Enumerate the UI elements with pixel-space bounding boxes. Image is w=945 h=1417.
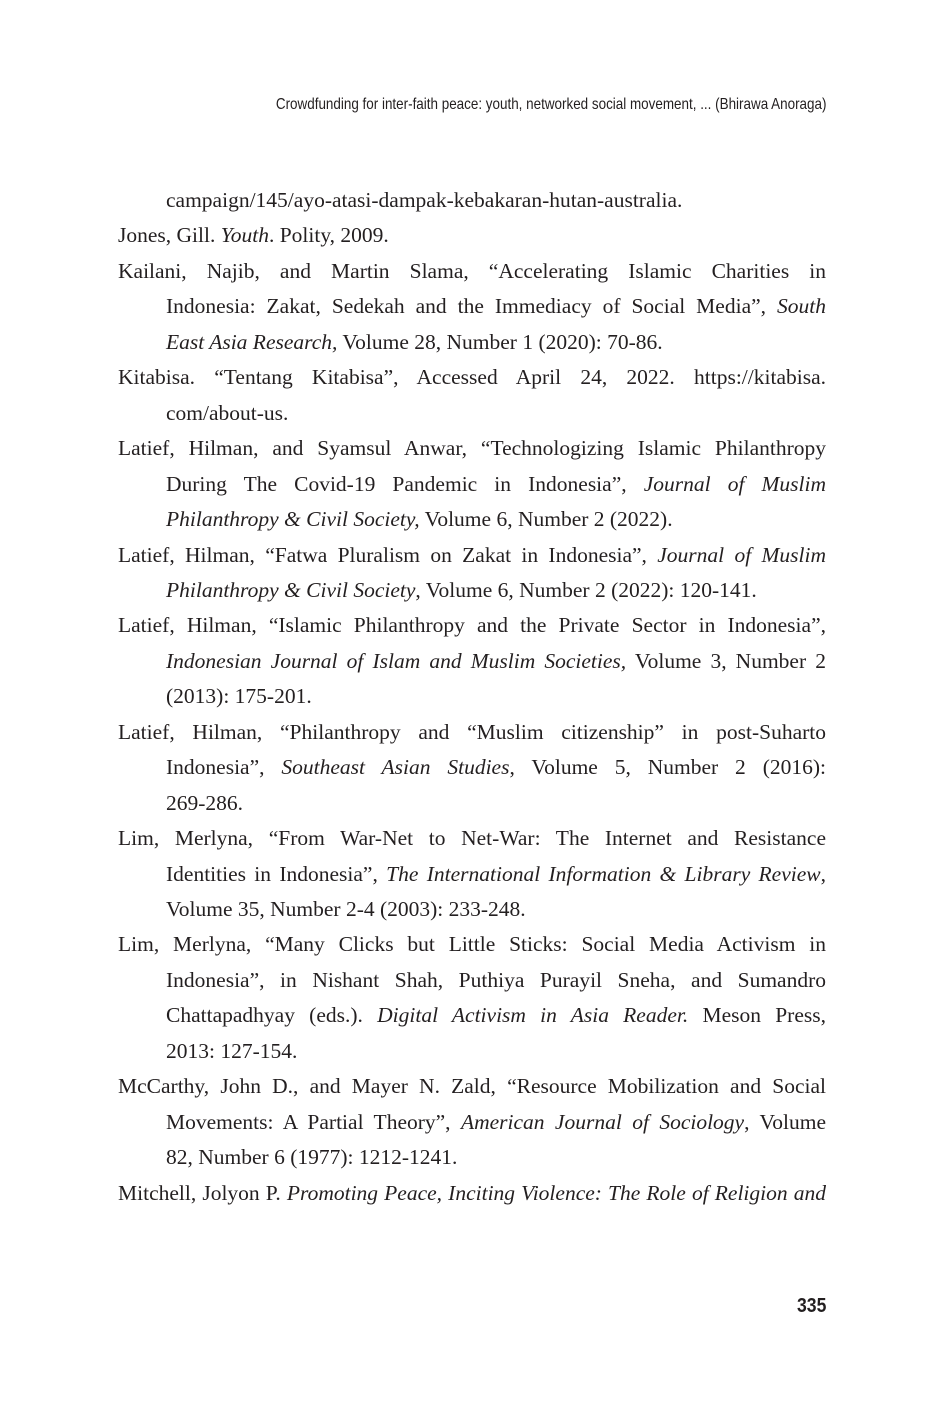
reference-text: Movements: A Partial Theory”, — [166, 1109, 461, 1134]
reference-entry-line — [118, 360, 826, 395]
reference-entry-line — [118, 1069, 826, 1104]
reference-text: Latief, Hilman, and Syamsul Anwar, “Technologizing Islamic Philanthropy — [118, 436, 826, 461]
reference-text: , — [820, 861, 826, 886]
reference-text: 82, Number 6 (1977): 1212-1241. — [166, 1145, 458, 1170]
reference-entry-line — [166, 1034, 826, 1069]
reference-entry-line — [166, 1140, 826, 1175]
running-header: Crowdfunding for inter-faith peace: youth, networked social movement, ... (Bhirawa Anoraga) — [275, 96, 826, 113]
italic-title: Philanthropy & Civil Society — [166, 577, 416, 602]
reference-entry-line — [166, 573, 826, 608]
reference-text: During The Covid-19 Pandemic in Indonesia”, — [166, 471, 644, 496]
reference-text: Volume 28, Number 1 (2020): 70-86. — [337, 329, 663, 354]
italic-title: Philanthropy & Civil Society, — [166, 507, 420, 532]
reference-text: Volume 6, Number 2 (2022). — [419, 507, 673, 532]
reference-entry-line — [166, 963, 826, 998]
italic-title: Indonesian Journal of Islam and Muslim Societies, — [166, 648, 627, 673]
reference-text: McCarthy, John D., and Mayer N. Zald, “Resource Mobilization and Social — [118, 1074, 826, 1099]
reference-entry-line — [118, 608, 826, 643]
reference-entry-line — [166, 502, 826, 537]
reference-entry-line — [118, 431, 826, 466]
reference-text: Indonesia: Zakat, Sedekah and the Immediacy of Social Media”, — [166, 294, 778, 319]
reference-entry-line — [118, 254, 826, 289]
reference-entry-line — [166, 998, 826, 1033]
reference-text: Volume 35, Number 2-4 (2003): 233-248. — [166, 897, 526, 921]
italic-title: Journal of Muslim — [643, 471, 827, 496]
reference-text: , Volume 6, Number 2 (2022): 120-141. — [415, 577, 757, 602]
reference-text: com/about-us. — [166, 400, 289, 425]
reference-entry-line — [166, 467, 826, 502]
italic-title: East Asia Research, — [166, 329, 338, 354]
reference-text: (2013): 175-201. — [166, 684, 312, 709]
reference-entry-line — [118, 1176, 826, 1211]
reference-text: , Volume 5, Number 2 (2016): — [509, 755, 826, 780]
italic-title: Southeast Asian Studies — [281, 755, 510, 780]
reference-text: . Polity, 2009. — [268, 223, 389, 248]
reference-entry-line — [118, 538, 826, 573]
reference-text: campaign/145/ayo-atasi-dampak-kebakaran-hutan-australia. — [166, 188, 683, 212]
reference-entry-line — [166, 892, 826, 927]
reference-text: 269-286. — [166, 790, 244, 815]
reference-text: Indonesia”, — [166, 755, 282, 780]
reference-text: Latief, Hilman, “Islamic Philanthropy and the Private Sector in Indonesia”, — [118, 613, 826, 638]
reference-text: , Volume — [744, 1109, 826, 1134]
reference-text: Kailani, Najib, and Martin Slama, “Accelerating Islamic Charities in — [118, 258, 826, 283]
reference-entry-line — [166, 679, 826, 714]
italic-title: Promoting Peace, Inciting Violence: The Role of Religion and — [286, 1180, 826, 1205]
reference-text: Indonesia”, in Nishant Shah, Puthiya Purayil Sneha, and Sumandro — [166, 967, 826, 992]
reference-entry-line — [166, 1105, 826, 1140]
reference-entry-line — [118, 715, 826, 750]
page-number: 335 — [796, 1295, 826, 1317]
reference-text: Latief, Hilman, “Philanthropy and “Muslim citizenship” in post-Suharto — [118, 719, 826, 744]
reference-entry-line — [166, 786, 826, 821]
reference-entry-line — [118, 927, 826, 962]
reference-entry-line — [118, 821, 826, 856]
reference-text: Volume 3, Number 2 — [626, 648, 826, 673]
reference-text: Lim, Merlyna, “Many Clicks but Little Sticks: Social Media Activism in — [118, 932, 826, 957]
reference-entry-line — [118, 218, 826, 253]
reference-text: 2013: 127-154. — [166, 1038, 298, 1063]
reference-entry-line — [166, 750, 826, 785]
reference-text: Meson Press, — [688, 1003, 826, 1028]
reference-text: Mitchell, Jolyon P. — [118, 1180, 287, 1205]
italic-title: The International Information & Library Review — [386, 861, 821, 886]
reference-text: Kitabisa. “Tentang Kitabisa”, Accessed April 24, 2022. https://kitabisa. — [118, 365, 826, 390]
reference-entry-line — [166, 644, 826, 679]
italic-title: Journal of Muslim — [657, 542, 827, 567]
italic-title: American Journal of Sociology — [460, 1109, 745, 1134]
reference-entry-line — [166, 289, 826, 324]
reference-text: Chattapadhyay (eds.). — [166, 1003, 378, 1028]
reference-entry-line — [166, 396, 826, 431]
reference-text: Jones, Gill. — [118, 223, 221, 248]
reference-text: Latief, Hilman, “Fatwa Pluralism on Zakat in Indonesia”, — [118, 542, 658, 567]
italic-title: Digital Activism in Asia Reader. — [377, 1003, 689, 1028]
reference-entry-line — [166, 325, 826, 360]
reference-entry-line — [166, 857, 826, 892]
italic-title: Youth — [220, 223, 269, 248]
reference-text: Lim, Merlyna, “From War-Net to Net-War: The Internet and Resistance — [118, 826, 826, 851]
reference-entry-line — [166, 183, 826, 218]
reference-text: Identities in Indonesia”, — [166, 861, 387, 886]
italic-title: South — [777, 294, 826, 319]
